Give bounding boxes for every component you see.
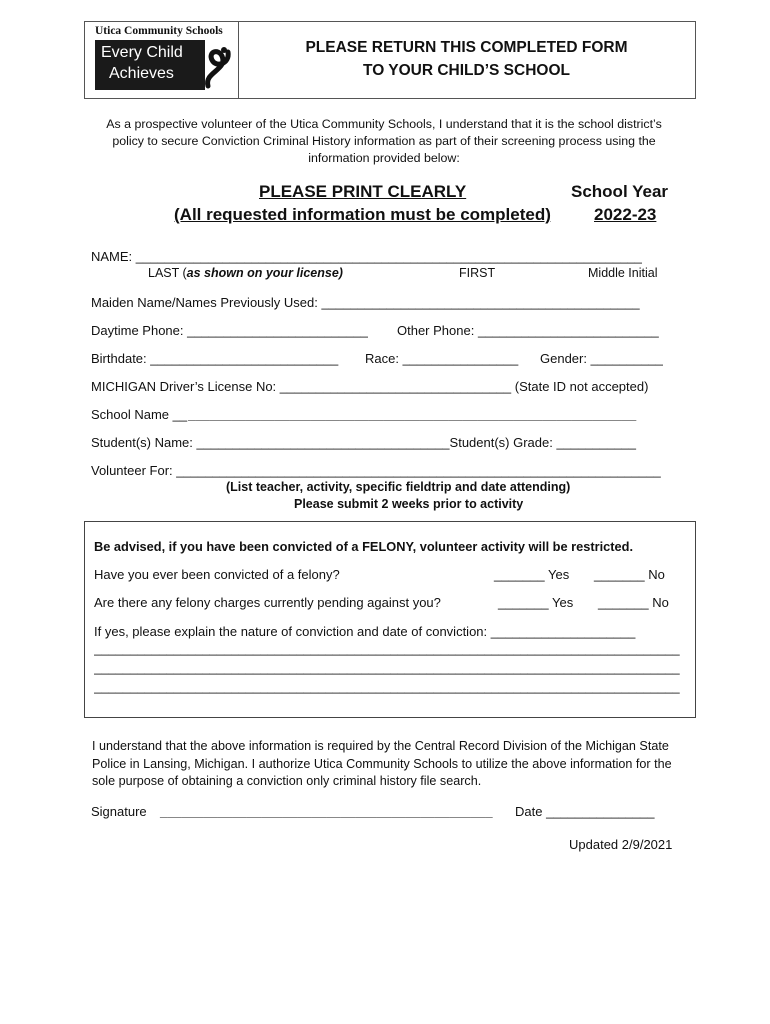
felony-advisory: Be advised, if you have been convicted of a FELONY, volunteer activity will be restricted. (94, 539, 634, 554)
acknowledgement-paragraph: I understand that the above information is required by the Central Record Division of the Michigan State Police in Lansing, Michigan. I authorize Utica Community Schools to utilize the above information for the sole purpose of obtaining a conviction only criminal history file search. (92, 739, 672, 788)
volunteer-for-field[interactable]: Volunteer For: ___________________________________________________________________ (91, 463, 661, 478)
explain-line-1[interactable]: _________________________________________________________________________________ (94, 641, 680, 656)
q2-yes-option[interactable]: _______ Yes (498, 595, 574, 610)
felony-question-1: Have you ever been convicted of a felony? (94, 567, 340, 582)
daytime-phone-field[interactable]: Daytime Phone: _________________________ (91, 323, 368, 338)
q1-no-option[interactable]: _______ No (594, 567, 665, 582)
all-required-heading: (All requested information must be completed) (174, 205, 551, 224)
logo-tagline-1: Every Child (101, 44, 183, 61)
explain-line-3[interactable]: _________________________________________________________________________________ (94, 679, 680, 694)
logo-swirl-icon (202, 42, 232, 92)
explain-line-2[interactable]: _________________________________________________________________________________ (94, 660, 680, 675)
volunteer-note-2: Please submit 2 weeks prior to activity (294, 497, 524, 511)
form-header (84, 21, 696, 99)
header-line-2: TO YOUR CHILD’S SCHOOL (363, 62, 570, 79)
name-middle-caption: Middle Initial (588, 266, 658, 280)
q2-no-option[interactable]: _______ No (598, 595, 669, 610)
other-phone-field[interactable]: Other Phone: _________________________ (397, 323, 659, 338)
header-line-1: PLEASE RETURN THIS COMPLETED FORM (305, 39, 628, 56)
school-year-label: School Year (571, 182, 669, 201)
updated-date: Updated 2/9/2021 (569, 837, 673, 852)
students-field[interactable]: Student(s) Name: ___________________________________Student(s) Grade: ___________ (91, 435, 637, 450)
name-field[interactable]: NAME: ______________________________________________________________________ (91, 249, 642, 264)
q1-yes-option[interactable]: _______ Yes (494, 567, 570, 582)
name-last-caption: LAST (as shown on your license) (148, 266, 343, 280)
signature-line[interactable]: ______________________________________________ (160, 804, 493, 819)
print-clearly-heading: PLEASE PRINT CLEARLY (259, 182, 467, 201)
logo-org-name: Utica Community Schools (95, 25, 223, 37)
name-first-caption: FIRST (459, 266, 496, 280)
felony-section (84, 521, 696, 718)
felony-question-2: Are there any felony charges currently pending against you? (94, 595, 441, 610)
felony-explain-field[interactable]: If yes, please explain the nature of conviction and date of conviction: ____________________ (94, 624, 636, 639)
race-field[interactable]: Race: ________________ (365, 351, 519, 366)
school-name-label: School Name __ (91, 407, 188, 422)
school-logo (85, 22, 239, 98)
school-name-field[interactable]: ______________________________________________________________ (188, 407, 637, 422)
maiden-name-field[interactable]: Maiden Name/Names Previously Used: ____________________________________________ (91, 295, 640, 310)
gender-field[interactable]: Gender: __________ (540, 351, 663, 366)
date-field[interactable]: Date _______________ (515, 804, 655, 819)
volunteer-note-1: (List teacher, activity, specific fieldtrip and date attending) (226, 480, 571, 494)
school-year-value: 2022-23 (594, 205, 657, 224)
logo-tagline-2: Achieves (109, 65, 174, 82)
drivers-license-field[interactable]: MICHIGAN Driver’s License No: ________________________________ (State ID not accepted) (91, 379, 649, 394)
intro-paragraph: As a prospective volunteer of the Utica Community Schools, I understand that it is the school district’s policy to secure Conviction Criminal History information as part of their screening process using the information provided below: (106, 117, 662, 165)
birthdate-field[interactable]: Birthdate: __________________________ (91, 351, 339, 366)
signature-label: Signature (91, 804, 147, 819)
